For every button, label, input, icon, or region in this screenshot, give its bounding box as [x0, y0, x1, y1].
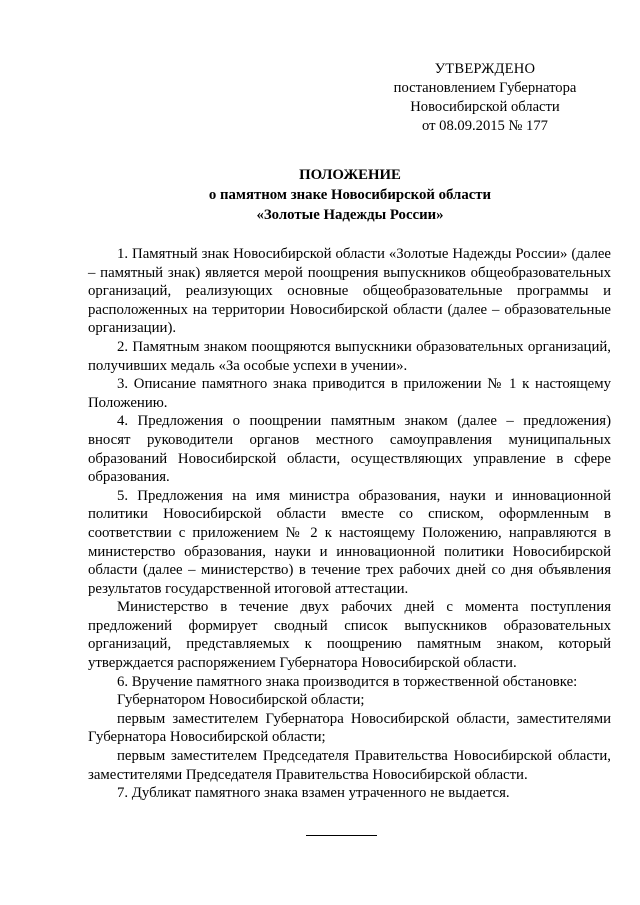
- paragraph-6: 6. Вручение памятного знака производится в торжественной обстановке:: [117, 673, 578, 690]
- approval-date: от 08.09.2015 № 177: [422, 118, 548, 134]
- approval-stamp: [380, 60, 590, 136]
- title-heading: ПОЛОЖЕНИЕ: [299, 167, 401, 183]
- paragraph-7: 7. Дубликат памятного знака взамен утраченного не выдается.: [117, 785, 510, 802]
- paragraph-6-item-1: Губернатором Новосибирской области;: [117, 692, 365, 709]
- paragraph-3: 3. Описание памятного знака приводится в приложении № 1 к настоящему Положению.: [88, 376, 611, 411]
- paragraph-1: 1. Памятный знак Новосибирской области «Золотые Надежды России» (далее – памятный знак) является мерой поощрения выпускников общеобразовательных организаций, реализующих основные общеобразовательные программы и расположенных на территории Новосибирской области (далее – образовательные организации).: [88, 246, 611, 337]
- approval-line-1: постановлением Губернатора: [393, 80, 577, 96]
- title-subject: о памятном знаке Новосибирской области: [208, 187, 492, 203]
- document-body: [88, 245, 611, 803]
- paragraph-4: 4. Предложения о поощрении памятным знаком (далее – предложения) вносят руководители органов местного самоуправления муниципальных образований Новосибирской области, осуществляющих управление в сфере образования.: [88, 413, 611, 486]
- paragraph-5: 5. Предложения на имя министра образования, науки и инновационной политики Новосибирской области вместе со списком, оформленным в соответствии с приложением № 2 к настоящему Положению, направляются в министерство образования, науки и инновационной политики Новосибирской области (далее – министерство) в течение трех рабочих дней со дня объявления результатов государственной итоговой аттестации.: [88, 487, 611, 597]
- end-divider: [306, 835, 377, 836]
- document-title: [80, 165, 620, 225]
- title-name: «Золотые Надежды России»: [256, 207, 444, 223]
- paragraph-2: 2. Памятным знаком поощряются выпускники образовательных организаций, получивших медаль «За особые успехи в учении».: [88, 338, 611, 374]
- paragraph-6-item-2: первым заместителем Губернатора Новосибирской области, заместителями Губернатора Новосибирской области;: [88, 710, 611, 746]
- paragraph-6-item-3: первым заместителем Председателя Правительства Новосибирской области, заместителями Председателя Правительства Новосибирской области.: [88, 748, 611, 783]
- approval-line-2: Новосибирской области: [410, 99, 560, 115]
- approved-label: УТВЕРЖДЕНО: [434, 61, 536, 77]
- paragraph-5-continued: Министерство в течение двух рабочих дней с момента поступления предложений формирует сводный список выпускников образовательных организаций, представляемых к поощрению памятным знаком, который утверждается распоряжением Губернатора Новосибирской области.: [88, 599, 611, 672]
